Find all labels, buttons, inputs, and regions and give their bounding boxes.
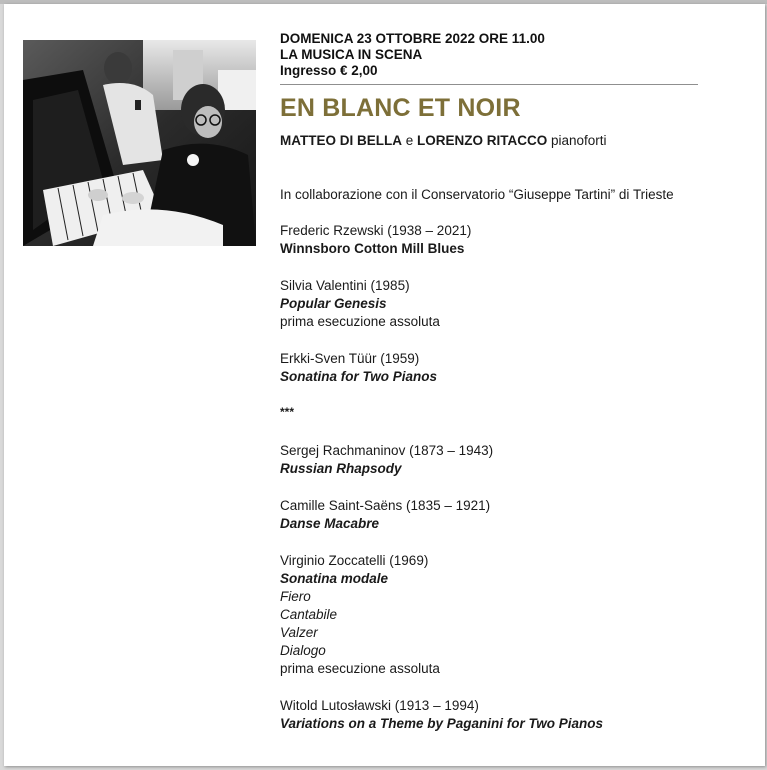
- movement: Cantabile: [280, 607, 338, 622]
- intermission-separator: ***: [280, 405, 295, 419]
- program-item: [280, 697, 700, 733]
- event-series: LA MUSICA IN SCENA: [280, 47, 423, 62]
- program-item: [280, 552, 700, 678]
- premiere-note: prima esecuzione assoluta: [280, 314, 440, 329]
- composer: Virginio Zoccatelli (1969): [280, 553, 429, 568]
- performer-joiner: e: [402, 133, 418, 148]
- premiere-note: prima esecuzione assoluta: [280, 661, 440, 676]
- program-item: [280, 222, 700, 258]
- performers-line: [280, 132, 700, 149]
- work-title: Sonatina modale: [280, 571, 389, 586]
- movement: Valzer: [280, 625, 318, 640]
- composer: Camille Saint-Saëns (1835 – 1921): [280, 498, 491, 513]
- work-title: Popular Genesis: [280, 296, 387, 311]
- work-title: Russian Rhapsody: [280, 461, 402, 476]
- composer: Frederic Rzewski (1938 – 2021): [280, 223, 472, 238]
- composer: Erkki-Sven Tüür (1959): [280, 351, 420, 366]
- program-item: [280, 497, 700, 533]
- program-item: [280, 442, 700, 478]
- instrument: pianoforti: [547, 133, 607, 148]
- composer: Witold Lutosławski (1913 – 1994): [280, 698, 479, 713]
- collaboration-note: In collaborazione con il Conservatorio “Giuseppe Tartini” di Trieste: [280, 187, 674, 202]
- divider: [280, 84, 698, 85]
- movement: Dialogo: [280, 643, 326, 658]
- event-date: DOMENICA 23 OTTOBRE 2022 ORE 11.00: [280, 31, 545, 46]
- page: [4, 4, 765, 766]
- concert-details: [280, 31, 700, 733]
- work-title: Winnsboro Cotton Mill Blues: [280, 241, 465, 256]
- photo-two-pianists-icon: [23, 40, 256, 246]
- performer-2: LORENZO RITACCO: [417, 133, 548, 148]
- composer: Sergej Rachmaninov (1873 – 1943): [280, 443, 494, 458]
- performer-1: MATTEO DI BELLA: [280, 133, 402, 148]
- work-title: Sonatina for Two Pianos: [280, 369, 438, 384]
- event-ticket-price: Ingresso € 2,00: [280, 63, 378, 78]
- program-item: [280, 277, 700, 331]
- performers-photo: [23, 40, 256, 246]
- work-title: Variations on a Theme by Paganini for Two Pianos: [280, 716, 604, 731]
- composer: Silvia Valentini (1985): [280, 278, 410, 293]
- work-title: Danse Macabre: [280, 516, 380, 531]
- program-item: [280, 350, 700, 386]
- movement: Fiero: [280, 589, 311, 604]
- concert-title: EN BLANC ET NOIR: [280, 94, 521, 122]
